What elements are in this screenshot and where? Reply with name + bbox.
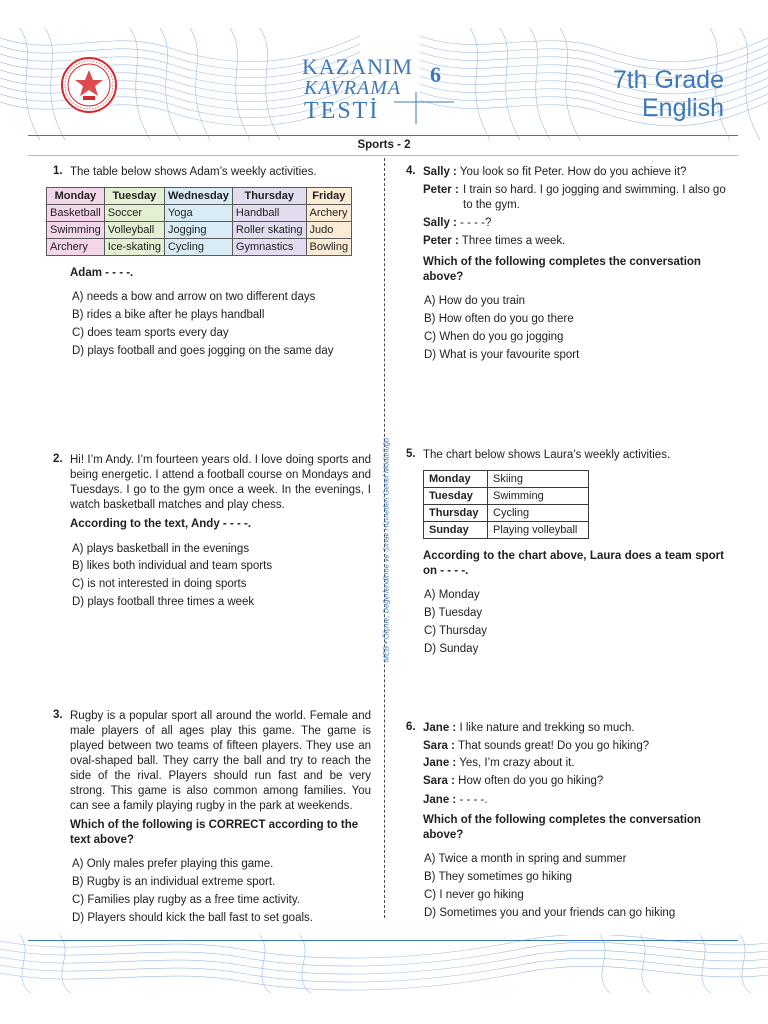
q4-dialogue-line xyxy=(423,183,728,213)
table-cell: Judo xyxy=(306,222,352,239)
q4-stem: Which of the following completes the conversation above? xyxy=(423,256,701,283)
q6-dialogue-line xyxy=(423,756,575,771)
q5-option-c[interactable]: C) Thursday xyxy=(424,625,488,637)
meb-seal-logo xyxy=(60,56,118,114)
speaker-label: Jane : xyxy=(423,794,457,806)
q1-stem: Adam - - - -. xyxy=(70,267,134,279)
header-rule xyxy=(28,135,738,136)
section-title: Sports - 2 xyxy=(357,139,411,151)
q6-option-a[interactable]: A) Twice a month in spring and summer xyxy=(424,853,627,865)
q4-dialogue-line xyxy=(423,234,565,249)
table-cell: Ice-skating xyxy=(104,239,164,256)
dialogue-text: - - - -? xyxy=(460,217,492,229)
q6-dialogue-line xyxy=(423,774,603,789)
table-cell: Archery xyxy=(306,205,352,222)
q6-dialogue-line xyxy=(423,793,488,808)
table-cell: Swimming xyxy=(488,488,589,505)
q5-stem: According to the chart above, Laura does a team sport on - - - -. xyxy=(423,550,724,577)
q2-option-c[interactable]: C) is not interested in doing sports xyxy=(72,578,247,590)
q6-option-d[interactable]: D) Sometimes you and your friends can go hiking xyxy=(424,907,676,919)
table-row xyxy=(424,471,589,488)
table-cell: Archery xyxy=(47,239,105,256)
table-cell: Monday xyxy=(424,471,488,488)
grade-label: 7th Grade xyxy=(612,66,724,94)
table-cell: Cycling xyxy=(164,239,232,256)
speaker-label: Peter : xyxy=(423,235,459,247)
table-cell: Jogging xyxy=(164,222,232,239)
q6-stem: Which of the following completes the conversation above? xyxy=(423,814,701,841)
dialogue-text: You look so fit Peter. How do you achieve it? xyxy=(459,166,687,178)
header-rule-under-title xyxy=(28,155,738,156)
table-row xyxy=(47,205,352,222)
q1-option-d[interactable]: D) plays football and goes jogging on the same day xyxy=(72,345,334,357)
q4-option-b[interactable]: B) How often do you go there xyxy=(424,313,574,325)
table-cell: Volleyball xyxy=(104,222,164,239)
q1-option-b[interactable]: B) rides a bike after he plays handball xyxy=(72,309,265,321)
kazanim-kavrama-testi-logo xyxy=(298,52,454,124)
table-header-cell: Monday xyxy=(47,188,105,205)
table-cell: Soccer xyxy=(104,205,164,222)
q4-number: 4. xyxy=(406,165,416,177)
table-cell: Sunday xyxy=(424,522,488,539)
adam-activity-table xyxy=(46,187,352,256)
dialogue-text: I like nature and trekking so much. xyxy=(459,722,635,734)
table-cell: Tuesday xyxy=(424,488,488,505)
q3-number: 3. xyxy=(53,709,63,721)
table-header-row xyxy=(47,188,352,205)
table-cell: Roller skating xyxy=(232,222,306,239)
table-cell: Yoga xyxy=(164,205,232,222)
dialogue-text: That sounds great! Do you go hiking? xyxy=(457,740,650,752)
table-cell: Thursday xyxy=(424,505,488,522)
speaker-label: Jane : xyxy=(423,757,457,769)
table-cell: Basketball xyxy=(47,205,105,222)
q6-dialogue-line xyxy=(423,721,635,736)
footer-wave-pattern xyxy=(0,935,768,993)
speaker-label: Sally : xyxy=(423,166,457,178)
test-number: 6 xyxy=(430,62,441,87)
q5-option-a[interactable]: A) Monday xyxy=(424,589,480,601)
q5-number: 5. xyxy=(406,448,416,460)
speaker-label: Sara : xyxy=(423,775,455,787)
q3-option-b[interactable]: B) Rugby is an individual extreme sport. xyxy=(72,876,276,888)
table-row xyxy=(424,488,589,505)
q6-number: 6. xyxy=(406,721,416,733)
q4-option-d[interactable]: D) What is your favourite sport xyxy=(424,349,580,361)
table-cell: Handball xyxy=(232,205,306,222)
q2-option-d[interactable]: D) plays football three times a week xyxy=(72,596,255,608)
dialogue-text: How often do you go hiking? xyxy=(458,775,604,787)
speaker-label: Sara : xyxy=(423,740,455,752)
table-cell: Swimming xyxy=(47,222,105,239)
dialogue-text: Three times a week. xyxy=(461,235,566,247)
speaker-label: Sally : xyxy=(423,217,457,229)
q5-option-b[interactable]: B) Tuesday xyxy=(424,607,483,619)
table-row xyxy=(424,505,589,522)
table-header-cell: Thursday xyxy=(232,188,306,205)
q3-text: Rugby is a popular sport all around the world. Female and male players of all ages play this game. The game is played between two teams of fifteen players. They use an oval-shaped ball. They carry the ball and try to reach the side of the rival. Players should run fast and be very strong. This game is also common among families. You can see a family playing rugby in the park at weekends. xyxy=(70,710,371,812)
table-cell: Skiing xyxy=(488,471,589,488)
table-header-cell: Friday xyxy=(306,188,352,205)
logo-line-1: KAZANIM xyxy=(302,54,413,79)
q3-stem: Which of the following is CORRECT according to the text above? xyxy=(70,819,359,846)
q1-text: The table below shows Adam’s weekly activities. xyxy=(70,166,317,178)
q3-option-d[interactable]: D) Players should kick the ball fast to set goals. xyxy=(72,912,313,924)
q2-number: 2. xyxy=(53,453,63,465)
dialogue-text: - - - -. xyxy=(459,794,488,806)
q4-dialogue-line xyxy=(423,165,728,180)
q5-text: The chart below shows Laura’s weekly activities. xyxy=(423,449,671,461)
table-row xyxy=(47,222,352,239)
q2-option-b[interactable]: B) likes both individual and team sports xyxy=(72,560,273,572)
subject-label: English xyxy=(642,94,724,122)
logo-line-2: KAVRAMA xyxy=(304,77,402,99)
table-row xyxy=(47,239,352,256)
q3-option-a[interactable]: A) Only males prefer playing this game. xyxy=(72,858,274,870)
q4-option-c[interactable]: C) When do you go jogging xyxy=(424,331,564,343)
q3-option-c[interactable]: C) Families play rugby as a free time activity. xyxy=(72,894,300,906)
speaker-label: Peter : xyxy=(423,184,459,196)
q4-option-a[interactable]: A) How do you train xyxy=(424,295,525,307)
table-row xyxy=(424,522,589,539)
table-cell: Cycling xyxy=(488,505,589,522)
table-cell: Bowling xyxy=(306,239,352,256)
dialogue-text: I train so hard. I go jogging and swimming. I also go to the gym. xyxy=(463,184,726,211)
q2-text: Hi! I’m Andy. I’m fourteen years old. I love doing sports and being energetic. I attend a football course on Mondays and Tuesdays. I go to the gym once a week. In the evenings, I watch basketball matches and play chess. xyxy=(70,454,371,511)
footer-rule xyxy=(28,940,738,941)
dialogue-text: Yes, I’m crazy about it. xyxy=(459,757,575,769)
q1-option-a[interactable]: A) needs a bow and arrow on two different days xyxy=(72,291,316,303)
table-cell: Playing volleyball xyxy=(488,522,589,539)
sidebar-publisher-label: MEB • Ölçme, Değerlendirme ve Sınav Hizmetleri Genel Müdürlüğü xyxy=(381,437,391,663)
speaker-label: Jane : xyxy=(423,722,457,734)
q6-option-c[interactable]: C) I never go hiking xyxy=(424,889,524,901)
table-cell: Gymnastics xyxy=(232,239,306,256)
q4-dialogue-line xyxy=(423,216,491,231)
q2-stem: According to the text, Andy - - - -. xyxy=(70,518,252,530)
q1-number: 1. xyxy=(53,165,63,177)
q2-option-a[interactable]: A) plays basketball in the evenings xyxy=(72,543,250,555)
laura-activity-table xyxy=(423,470,589,539)
table-header-cell: Tuesday xyxy=(104,188,164,205)
q6-option-b[interactable]: B) They sometimes go hiking xyxy=(424,871,573,883)
q6-dialogue-line xyxy=(423,739,649,754)
table-header-cell: Wednesday xyxy=(164,188,232,205)
logo-line-3: TESTİ xyxy=(304,98,380,124)
q5-option-d[interactable]: D) Sunday xyxy=(424,643,479,655)
q1-option-c[interactable]: C) does team sports every day xyxy=(72,327,229,339)
